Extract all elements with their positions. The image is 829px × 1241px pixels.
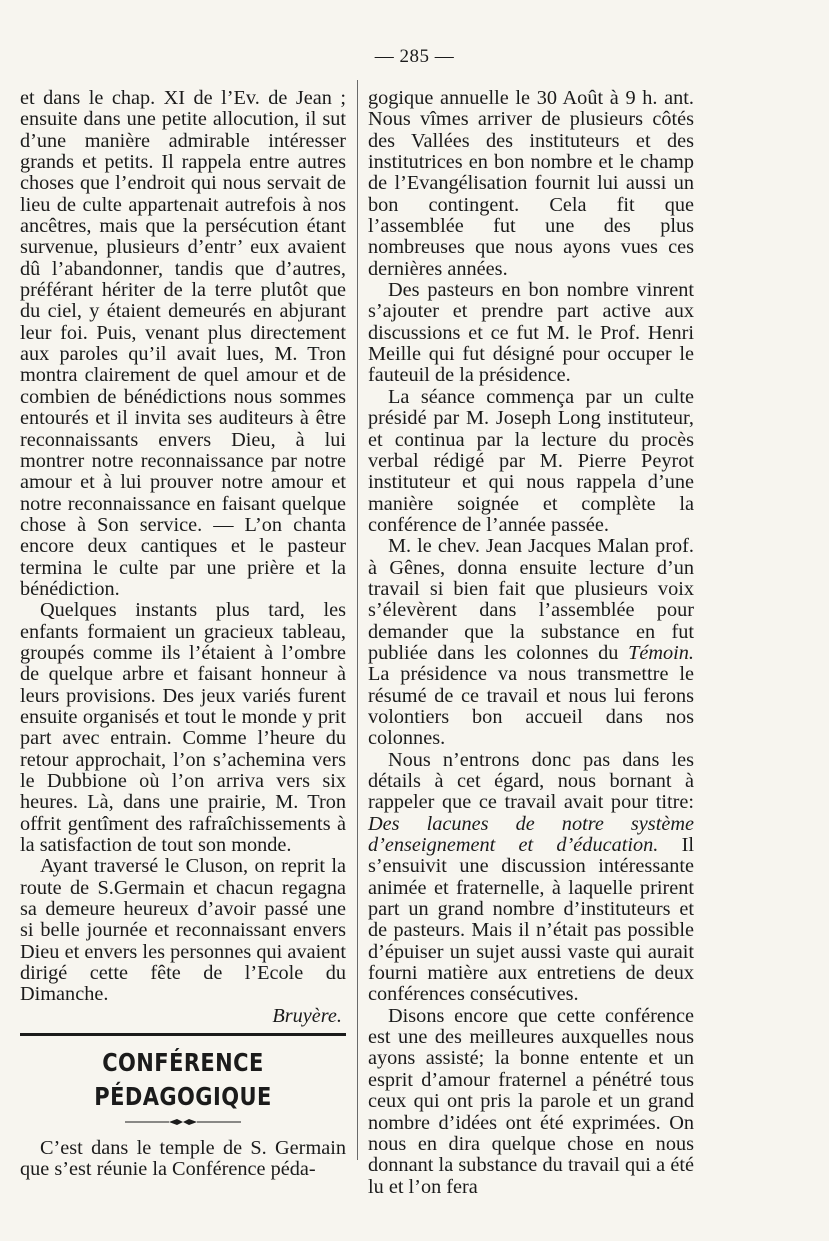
section-title: CONFÉRENCE PÉDAGOGIQUE (94, 1048, 272, 1112)
ornamental-divider-icon (20, 1116, 346, 1132)
newspaper-title: Témoin. (628, 641, 694, 664)
paragraph: Ayant traversé le Cluson, on reprit la route de S.Germain et chacun regagna sa demeure heureux d’avoir passé une si belle journée et reconnaissant envers Dieu et envers les personnes qui avaient dirigé cette fête de l’Ecole du Dimanche. (20, 855, 346, 1006)
section-separator (20, 1033, 346, 1036)
paragraph: et dans le chap. XI de l’Ev. de Jean ; ensuite dans une petite allocution, il sut d’une manière admirable intéresser grands et petits. Il rappela entre autres choses que l’endroit qui nous servait de lieu de culte appartenait autrefois à nos ancêtres, mais que la persécution étant survenue, plusieurs d’entr’ eux avaient dû l’abandonner, tandis que d’autres, préférant hériter de la terre plutôt que du ciel, y étaient demeurés en abjurant leur foi. Puis, venant plus directement aux paroles qu’il avait lues, M. Tron montra clairement de quel amour et de combien de bénédictions nous sommes entourés et il invita ses auditeurs à être reconnaissants envers Dieu, à lui montrer notre reconnaissance par notre amour et à lui prouver notre amour et notre reconnaissance en faisant quelque chose à Son service. — L’on chanta encore deux cantiques et le pasteur termina le culte par une prière et la bénédiction. (20, 87, 346, 600)
paragraph (368, 536, 694, 749)
paragraph-text: M. le chev. Jean Jacques Malan prof. à Gênes, donna ensuite lecture d’un travail si bien fait que plusieurs voix s’élevèrent dans l’assemblée pour demander que la substance en fut publiée dans les colonnes du (368, 535, 694, 664)
work-title: Des lacunes de notre système d’enseignement et d’éducation. (368, 812, 694, 857)
paragraph-text: Nous n’entrons donc pas dans les détails à cet égard, nous bornant à rappeler que ce travail avait pour titre: (368, 748, 694, 814)
signature: Bruyère. (272, 1004, 342, 1027)
column-divider (357, 80, 358, 1160)
paragraph: gogique annuelle le 30 Août à 9 h. ant. Nous vîmes arriver de plusieurs côtés des Vallées des instituteurs et des institutrices en bon nombre et le champ de l’Evangélisation fournit lui aussi un bon contingent. Cela fit que l’assemblée fut une des plus nombreuses que nous ayons vues ces dernières années. (368, 87, 694, 280)
paragraph (368, 750, 694, 1006)
paragraph: C’est dans le temple de S. Germain que s’est réunie la Conférence péda- (20, 1137, 346, 1181)
right-column (368, 88, 694, 1198)
left-column (20, 88, 346, 1181)
paragraph: La séance commença par un culte présidé par M. Joseph Long instituteur, et continua par la lecture du procès verbal rédigé par M. Pierre Peyrot instituteur et qui nous rappela d’une manière soignée et complète la conférence de l’année passée. (368, 385, 694, 536)
paragraph-text: La présidence va nous transmettre le résumé de ce travail et nous lui ferons volontiers bon accueil dans nos colonnes. (368, 663, 694, 750)
paragraph: Disons encore que cette conférence est une des meilleures auxquelles nous ayons assisté; la bonne entente et un esprit d’amour fraternel a pénétré tous ceux qui ont pris la parole et un grand nombre d’idées ont été exprimées. On nous en dira quelque chose en nous donnant la substance du travail qui a été lu et l’on fera (368, 1004, 694, 1198)
page-number: — 285 — (374, 46, 455, 67)
paragraph: Des pasteurs en bon nombre vinrent s’ajouter et prendre part active aux discussions et ce fut M. le Prof. Henri Meille qui fut désigné pour occuper le fauteuil de la présidence. (368, 279, 694, 387)
paragraph: Quelques instants plus tard, les enfants formaient un gracieux tableau, groupés comme ils l’étaient à l’ombre de quelque arbre et faisant honneur à leurs provisions. Des jeux variés furent ensuite organisés et tout le monde y prit part avec entrain. Comme l’heure du retour approchait, l’on s’achemina vers le Dubbione où l’on arriva vers six heures. Là, dans une prairie, M. Tron offrit gentîment des rafraîchissements à la satisfaction de tout son monde. (20, 599, 346, 857)
paragraph-text: Il s’ensuivit une discussion intéressante animée et fraternelle, à laquelle prirent part un grand nombre d’instituteurs et de pasteurs. Mais il n’était pas possible d’épuiser un sujet aussi vaste qui aurait fourni matière aux entretiens de deux conférences consécutives. (368, 834, 694, 1006)
